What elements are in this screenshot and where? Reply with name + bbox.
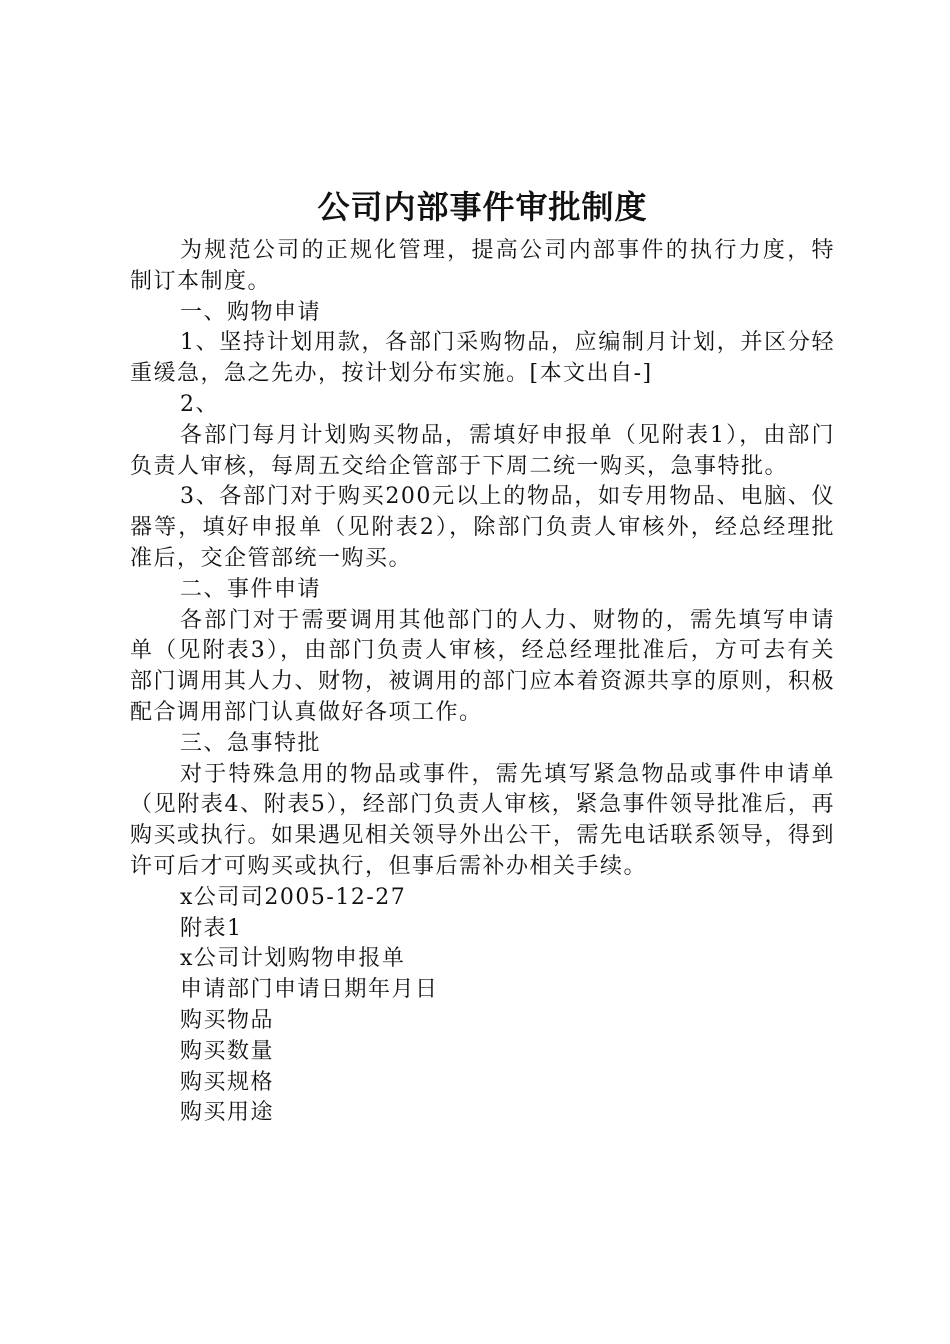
purchase-item-2-body: 各部门每月计划购买物品，需填好申报单（见附表1），由部门负责人审核，每周五交给企管部于下周二统一购买，急事特批。 — [130, 422, 835, 479]
form-field: 购买物品 — [180, 1007, 275, 1033]
signature-line: x公司司2005-12-27 — [180, 884, 407, 910]
form-title: x公司计划购物申报单 — [180, 946, 406, 972]
section-heading-event: 二、事件申请 — [180, 576, 322, 602]
attachment-label: 附表1 — [180, 915, 243, 941]
purchase-item-2-number: 2、 — [180, 391, 219, 417]
section-heading-urgent: 三、急事特批 — [180, 730, 322, 756]
form-field: 购买规格 — [180, 1069, 275, 1095]
section-heading-purchase: 一、购物申请 — [180, 299, 322, 325]
form-field: 购买用途 — [180, 1100, 275, 1126]
intro-paragraph: 为规范公司的正规化管理，提高公司内部事件的执行力度，特制订本制度。 — [130, 238, 835, 294]
form-field: 购买数量 — [180, 1038, 275, 1064]
purchase-item-1: 1、坚持计划用款，各部门采购物品，应编制月计划，并区分轻重缓急，急之先办，按计划分布实施。[本文出自-] — [130, 330, 835, 387]
purchase-item-3: 3、各部门对于购买200元以上的物品，如专用物品、电脑、仪器等，填好申报单（见附表2），除部门负责人审核外，经总经理批准后，交企管部统一购买。 — [130, 484, 835, 571]
document-title: 公司内部事件审批制度 — [317, 188, 648, 226]
event-paragraph: 各部门对于需要调用其他部门的人力、财物的，需先填写申请单（见附表3），由部门负责人审核，经总经理批准后，方可去有关部门调用其人力、财物，被调用的部门应本着资源共享的原则，积极配合调用部门认真做好各项工作。 — [130, 607, 836, 725]
document-page — [130, 178, 835, 1129]
form-field: 申请部门申请日期年月日 — [180, 977, 439, 1003]
urgent-paragraph: 对于特殊急用的物品或事件，需先填写紧急物品或事件申请单（见附表4、附表5），经部门负责人审核，紧急事件领导批准后，再购买或执行。如果遇见相关领导外出公干，需先电话联系领导，得到许可后才可购买或执行，但事后需补办相关手续。 — [130, 761, 836, 879]
